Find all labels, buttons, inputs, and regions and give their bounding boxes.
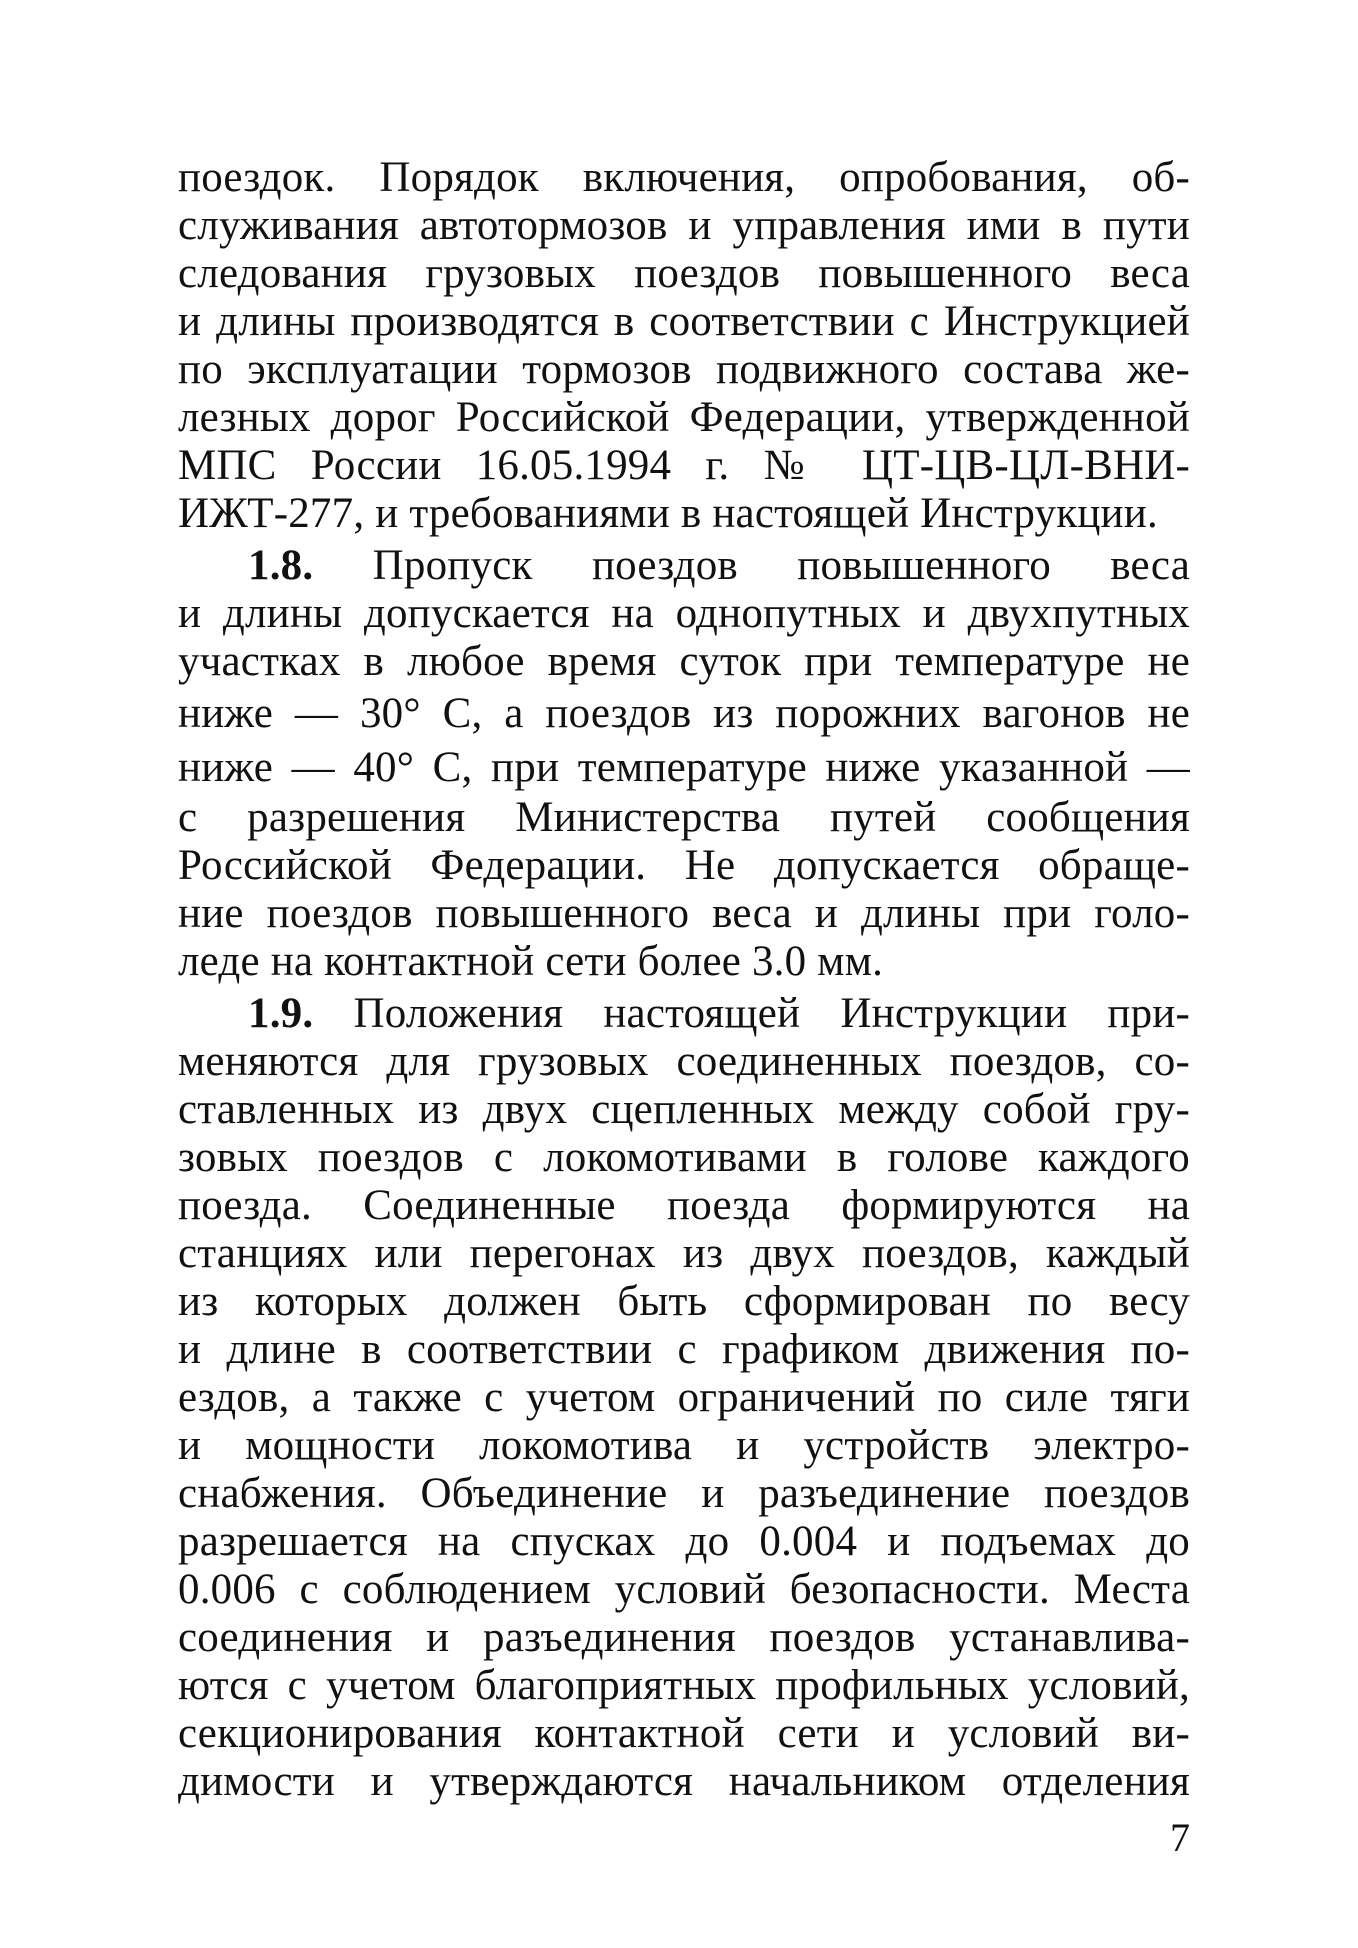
section-1-9-heading-line [248,988,1190,1040]
text-line: участках в любое время суток при температуре не [178,638,1190,685]
text-line: и длине в соответствии с графиком движения по- [178,1326,1190,1373]
text-line: меняются для грузовых соединенных поездов, со- [178,1038,1190,1085]
text-line: ИЖТ-277, и требованиями в настоящей Инструкции. [178,490,1158,537]
text-line: следования грузовых поездов повышенного веса [178,250,1190,297]
text-line: ние поездов повышенного веса и длины при голо- [178,890,1190,937]
text-line: ездов, а также с учетом ограничений по силе тяги [178,1374,1190,1421]
text-line: димости и утверждаются начальником отделения [178,1758,1190,1805]
text-line: ются с учетом благоприятных профильных условий, [178,1662,1190,1709]
text-line: ниже — 30° С, а поездов из порожних вагонов не [178,690,1190,737]
section-1-8-heading-line [248,540,1190,592]
text-line: и длины допускается на однопутных и двухпутных [178,590,1190,637]
text-line: зовых поездов с локомотивами в голове каждого [178,1134,1190,1181]
section-first-line: Положения настоящей Инструкции при- [353,990,1191,1037]
text-line: станциях или перегонах из двух поездов, каждый [178,1230,1190,1277]
text-line: леде на контактной сети более 3.0 мм. [178,938,884,985]
text-line: лезных дорог Российской Федерации, утвержденной [178,394,1190,441]
section-number: 1.9. [248,990,314,1037]
text-line: 0.006 с соблюдением условий безопасности. Места [178,1566,1190,1613]
text-line: МПС России 16.05.1994 г. № ЦТ-ЦВ-ЦЛ-ВНИ- [178,442,1190,489]
text-line: разрешается на спусках до 0.004 и подъемах до [178,1518,1190,1565]
text-line: поезда. Соединенные поезда формируются на [178,1182,1190,1229]
text-line: ставленных из двух сцепленных между собой гру- [178,1086,1190,1133]
text-line: служивания автотормозов и управления ими в пути [178,202,1190,249]
text-line: поездок. Порядок включения, опробования, об- [178,154,1190,201]
text-line: Российской Федерации. Не допускается обраще- [178,842,1190,889]
section-first-line: Пропуск поездов повышенного веса [372,542,1191,589]
text-line: снабжения. Объединение и разъединение поездов [178,1470,1190,1517]
text-line: ниже — 40° С, при температуре ниже указанной — [178,744,1190,791]
text-line: по эксплуатации тормозов подвижного состава же- [178,346,1190,393]
text-line: и длины производятся в соответствии с Инструкцией [178,298,1190,345]
text-line: секционирования контактной сети и условий ви- [178,1710,1190,1757]
section-number: 1.8. [248,542,314,589]
text-line: с разрешения Министерства путей сообщения [178,794,1190,841]
page-number: 7 [1170,1815,1190,1860]
text-line: из которых должен быть сформирован по весу [178,1278,1190,1325]
text-line: соединения и разъединения поездов устанавлива- [178,1614,1190,1661]
text-line: и мощности локомотива и устройств электро- [178,1422,1190,1469]
